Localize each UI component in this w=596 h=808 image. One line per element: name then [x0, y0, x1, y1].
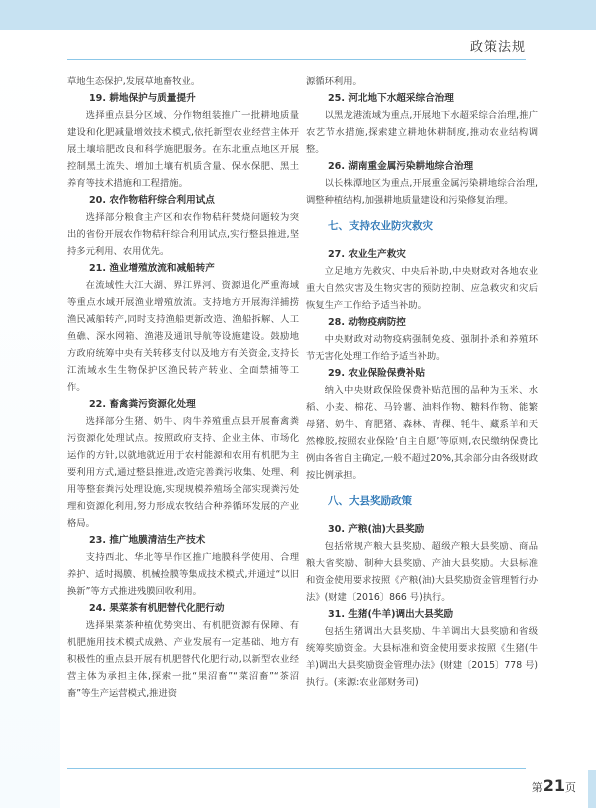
paragraph: 在流域性大江大湖、界江界河、资源退化严重海域等重点水域开展渔业增殖放流。支持地方开展海洋捕捞渔民减船转产,同时支持渔船更新改造、渔船拆解、人工鱼礁、深水网箱、渔港及通讯导航等设施建设。鼓励地方政府统筹中央有关转移支付以及地方有关资金,支持长江流域水生生物保护区渔民转产转业、全面禁捕等工作。 — [67, 280, 299, 393]
item-heading: 27. 农业生产救灾 — [328, 249, 406, 260]
paragraph: 源循环利用。 — [306, 76, 362, 87]
paragraph: 立足地方先救灾、中央后补助,中央财政对各地农业重大自然灾害及生物灾害的预防控制、应急救灾和灾后恢复生产工作给予适当补助。 — [306, 266, 538, 311]
item-heading: 25. 河北地下水超采综合治理 — [328, 93, 454, 104]
item-heading: 20. 农作物秸秆综合利用试点 — [89, 195, 215, 206]
paragraph: 中央财政对动物疫病强制免疫、强制扑杀和养殖环节无害化处理工作给予适当补助。 — [306, 334, 538, 362]
item-heading: 30. 产粮(油)大县奖励 — [328, 524, 425, 535]
paragraph: 草地生态保护,发展草地畜牧业。 — [67, 76, 201, 87]
item-heading: 31. 生猪(牛羊)调出大县奖励 — [328, 609, 454, 620]
header-band — [0, 0, 596, 30]
item-heading: 21. 渔业增殖放流和减船转产 — [89, 263, 215, 274]
paragraph: 选择重点县分区域、分作物组装推广一批耕地质量建设和化肥减量增效技术模式,依托新型农业经营主体开展土壤培肥改良和科学施肥服务。在东北重点地区开展控制黑土流失、增加土壤有机质含量、保水保肥、黑土养育等技术措施和工程措施。 — [67, 110, 299, 189]
paragraph: 选择部分生猪、奶牛、肉牛养殖重点县开展畜禽粪污资源化处理试点。按照政府支持、企业主体、市场化运作的方针,以就地就近用于农村能源和农用有机肥为主要利用方式,通过整县推进,改造完善粪污收集、处理、利用等整套粪污处理设施,实现规模养殖场全部实现粪污处理和资源化利用,努力形成农牧结合种养循环发展的产业格局。 — [67, 416, 299, 529]
paragraph: 以黑龙港流域为重点,开展地下水超采综合治理,推广农艺节水措施,探索建立耕地休耕制度,推动农业结构调整。 — [306, 110, 538, 155]
item-heading: 29. 农业保险保费补贴 — [328, 368, 426, 379]
paragraph: 选择果菜茶种植优势突出、有机肥资源有保障、有机肥施用技术模式成熟、产业发展有一定基础、地方有积极性的重点县开展有机肥替代化肥行动,以新型农业经营主体为承担主体,探索一批“果沼畜”“菜沼畜”“茶沼畜”等生产运营模式,推进资 — [67, 620, 299, 699]
section-heading: 七、支持农业防灾救灾 — [328, 220, 433, 232]
section-title: 政策法规 — [469, 40, 526, 55]
page-suffix: 页 — [565, 781, 576, 794]
item-heading: 22. 畜禽粪污资源化处理 — [89, 399, 196, 410]
item-heading: 24. 果菜茶有机肥替代化肥行动 — [89, 603, 225, 614]
section-heading: 八、大县奖励政策 — [328, 495, 412, 507]
page-prefix: 第 — [531, 781, 543, 794]
corner-tab — [588, 770, 596, 808]
item-heading: 23. 推广地膜清洁生产技术 — [89, 535, 206, 546]
page-number — [532, 776, 576, 795]
left-column — [67, 73, 299, 702]
paragraph: 包括生猪调出大县奖励、牛羊调出大县奖励和省级统筹奖励资金。大县标准和资金使用要求按照《生猪(牛羊)调出大县奖励资金管理办法》(财建〔2015〕778 号)执行。(来源:农业部财务司) — [306, 626, 538, 688]
item-heading: 19. 耕地保护与质量提升 — [89, 93, 196, 104]
item-heading: 28. 动物疫病防控 — [328, 317, 406, 328]
footer-rule — [67, 768, 526, 769]
paragraph: 支持西北、华北等旱作区推广地膜科学使用、合理养护、适时揭膜、机械捡膜等集成技术模式,并通过“以旧换新”等方式推进残膜回收利用。 — [67, 552, 299, 597]
left-margin-shade — [0, 30, 60, 808]
header-rule — [67, 59, 526, 60]
paragraph: 包括常规产粮大县奖励、超级产粮大县奖励、商品粮大省奖励、制种大县奖励、产油大县奖励。大县标准和资金使用要求按照《产粮(油)大县奖励资金管理暂行办法》(财建〔2016〕866 号)执行。 — [306, 541, 538, 603]
paragraph: 纳入中央财政保险保费补贴范围的品种为玉米、水稻、小麦、棉花、马铃薯、油料作物、糖料作物、能繁母猪、奶牛、育肥猪、森林、青稞、牦牛、藏系羊和天然橡胶,按照农业保险‘自主自愿’等原则,农民缴纳保费比例由各省自主确定,一般不超过20%,其余部分由各级财政按比例承担。 — [306, 385, 538, 481]
paragraph: 选择部分粮食主产区和农作物秸秆焚烧问题较为突出的省份开展农作物秸秆综合利用试点,实行整县推进,坚持多元利用、农用优先。 — [67, 212, 299, 257]
right-column — [306, 73, 538, 691]
paragraph: 以长株潭地区为重点,开展重金属污染耕地综合治理,调整种植结构,加强耕地质量建设和污染修复治理。 — [306, 178, 538, 206]
item-heading: 26. 湖南重金属污染耕地综合治理 — [328, 161, 474, 172]
page-number-value: 21 — [542, 776, 565, 795]
